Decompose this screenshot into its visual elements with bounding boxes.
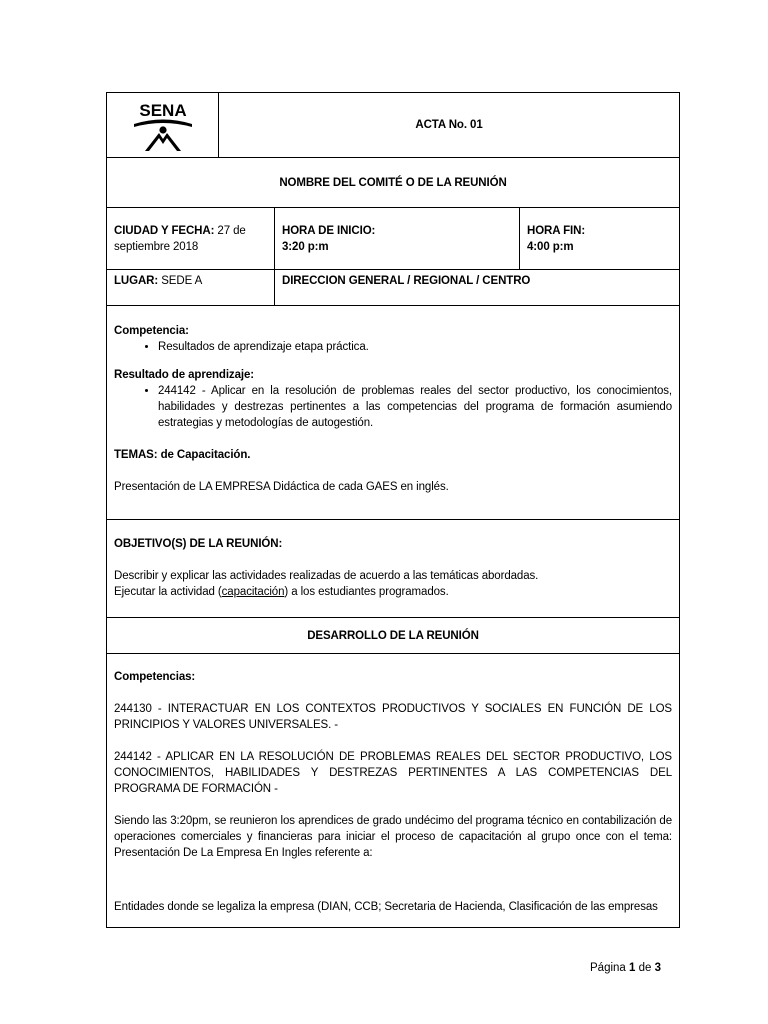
committee-name: NOMBRE DEL COMITÉ O DE LA REUNIÓN (279, 176, 507, 189)
objetivo-line-2 (114, 584, 672, 600)
competencia-244130: 244130 - INTERACTUAR EN LOS CONTEXTOS PRODUCTIVOS Y SOCIALES EN FUNCIÓN DE LOS PRINCIPIOS Y VALORES UNIVERSALES. - (114, 703, 672, 731)
competencia-title: Competencia: (114, 325, 189, 337)
city-date-label: CIUDAD Y FECHA: (114, 225, 215, 237)
end-time-value: 4:00 p:m (527, 241, 574, 253)
page-of: de (638, 962, 652, 974)
start-time-label: HORA DE INICIO: (282, 225, 376, 237)
sena-logo-text: SENA (138, 101, 187, 120)
list-item: • 244142 - Aplicar en la resolución de problemas reales del sector productivo, los conocimientos, habilidades y destrezas pertinentes a las competencias del programa de formación asumiendo estrategias y metodologías de autogestión. (158, 383, 672, 431)
direction-text: DIRECCION GENERAL / REGIONAL / CENTRO (282, 275, 531, 287)
competencia-list (114, 339, 672, 355)
end-time-label: HORA FIN: (527, 225, 586, 237)
committee-row (107, 157, 679, 207)
resultado-list (114, 383, 672, 431)
competencia-244142: 244142 - APLICAR EN LA RESOLUCIÓN DE PROBLEMAS REALES DEL SECTOR PRODUCTIVO, LOS CONOCIMIENTOS, HABILIDADES Y DESTREZAS PERTINENTES A LAS COMPETENCIAS DEL PROGRAMA DE FORMACIÓN - (114, 751, 672, 795)
objetivo-title: OBJETIVO(S) DE LA REUNIÓN: (114, 538, 283, 550)
city-date-cell (107, 208, 274, 269)
objetivo-line-2-end: ) a los estudiantes programados. (284, 586, 449, 598)
objetivo-line-2-start: Ejecutar la actividad ( (114, 586, 222, 598)
desarrollo-title: DESARROLLO DE LA REUNIÓN (307, 629, 479, 642)
end-time-cell (519, 208, 679, 269)
temas-text: Presentación de LA EMPRESA Didáctica de cada GAES en inglés. (114, 481, 449, 493)
sena-logo (107, 93, 218, 157)
header-row (107, 93, 679, 157)
objetivo-section (107, 519, 679, 617)
page-word: Página (590, 962, 626, 974)
place-cell (107, 270, 274, 305)
start-time-value: 3:20 p:m (282, 241, 329, 253)
place-value: SEDE A (161, 275, 203, 287)
city-date-value-2: septiembre 2018 (114, 241, 199, 253)
direction-cell (274, 270, 679, 305)
entidades-text: Entidades donde se legaliza la empresa (DIAN, CCB; Secretaria de Hacienda, Clasificación de las empresas (114, 901, 658, 913)
desarrollo-section (107, 653, 679, 928)
city-date-value-1: 27 de (217, 225, 246, 237)
place-label: LUGAR: (114, 275, 159, 287)
competencia-section (107, 305, 679, 519)
place-row (107, 269, 679, 305)
sena-logo-icon (125, 97, 201, 153)
minutes-form (106, 92, 680, 928)
temas-title: TEMAS: de Capacitación. (114, 449, 251, 461)
acta-number: ACTA No. 01 (415, 119, 483, 131)
list-item: • Resultados de aprendizaje etapa práctica. (158, 339, 672, 355)
page-number (590, 962, 661, 974)
acta-cell (218, 93, 679, 157)
desarrollo-title-row (107, 617, 679, 653)
objetivo-line-1: Describir y explicar las actividades realizadas de acuerdo a las temáticas abordadas. (114, 570, 539, 582)
page-current: 1 (629, 962, 636, 974)
page-total: 3 (654, 962, 662, 974)
competencias-title: Competencias: (114, 671, 196, 683)
resultado-title: Resultado de aprendizaje: (114, 369, 255, 381)
meeting-paragraph: Siendo las 3:20pm, se reunieron los aprendices de grado undécimo del programa técnico en contabilización de operaciones comerciales y financieras para iniciar el proceso de capacitación al grupo once con el tema: Presentación De La Empresa En Ingles referente a: (114, 815, 672, 859)
time-row (107, 207, 679, 269)
capacitacion-link: capacitación (221, 586, 285, 598)
start-time-cell (274, 208, 519, 269)
